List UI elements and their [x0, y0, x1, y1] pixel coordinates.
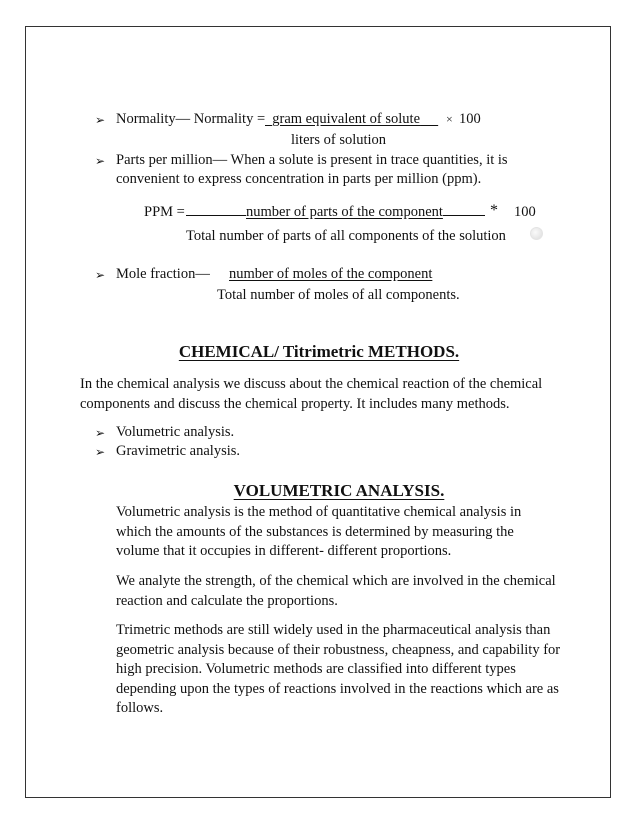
volumetric-paragraph-1: [116, 503, 521, 562]
chemical-intro-line2: components and discuss the chemical property. It includes many methods.: [80, 396, 510, 412]
normality-operator: ×: [446, 112, 453, 126]
paragraph-line: follows.: [116, 700, 164, 716]
paragraph-line: reaction and calculate the proportions.: [116, 592, 338, 609]
ppm-intro-line1: Parts per million— When a solute is present in trace quantities, it is: [116, 152, 508, 168]
paragraph-line: We analyte the strength, of the chemical which are involved in the chemical: [116, 573, 556, 589]
volumetric-paragraph-2: [116, 572, 556, 611]
normality-numerator: gram equivalent of solute: [272, 111, 421, 127]
paragraph-line: depending upon the types of reactions involved in the reactions which are as: [116, 680, 559, 697]
scroll-dot-icon: [530, 227, 543, 240]
paragraph-line: which the amounts of the substances is determined by measuring the: [116, 523, 514, 540]
ppm-numerator: number of parts of the component: [186, 203, 485, 221]
paragraph-line: high precision. Volumetric methods are classified into different types: [116, 661, 516, 677]
paragraph-line: volume that it occupies in different- different proportions.: [116, 543, 452, 559]
mole-fraction-denominator: Total number of moles of all components.: [217, 287, 460, 303]
normality-factor: 100: [459, 111, 481, 127]
method-volumetric: Volumetric analysis.: [116, 424, 235, 440]
ppm-label: PPM =: [144, 204, 185, 220]
mole-fraction-label: Mole fraction—: [116, 266, 210, 282]
paragraph-line: Trimetric methods are still widely used in the pharmaceutical analysis than: [116, 622, 551, 638]
mole-fraction-numerator: number of moles of the component: [229, 266, 433, 282]
bullet-arrow-icon: ➢: [95, 445, 106, 459]
bullet-arrow-icon: ➢: [95, 113, 106, 127]
bullet-arrow-icon: ➢: [95, 268, 106, 282]
ppm-denominator: Total number of parts of all components of the solution: [186, 228, 506, 244]
normality-denominator: liters of solution: [291, 132, 387, 148]
ppm-factor: 100: [514, 204, 536, 220]
chemical-methods-heading: CHEMICAL/ Titrimetric METHODS.: [178, 342, 460, 361]
ppm-intro-line2: convenient to express concentration in parts per million (ppm).: [116, 171, 482, 187]
bullet-arrow-icon: ➢: [95, 426, 106, 440]
ppm-operator: *: [490, 202, 498, 219]
volumetric-analysis-heading: VOLUMETRIC ANALYSIS.: [233, 481, 445, 500]
chemical-intro-line1: In the chemical analysis we discuss about the chemical reaction of the chemical: [80, 376, 543, 392]
volumetric-paragraph-3: [116, 621, 560, 719]
paragraph-line: geometric analysis because of their robustness, cheapness, and capability for: [116, 641, 561, 658]
paragraph-line: Volumetric analysis is the method of quantitative chemical analysis in: [116, 504, 522, 520]
bullet-arrow-icon: ➢: [95, 154, 106, 168]
normality-label: Normality— Normality =: [116, 111, 266, 127]
method-gravimetric: Gravimetric analysis.: [116, 443, 241, 459]
